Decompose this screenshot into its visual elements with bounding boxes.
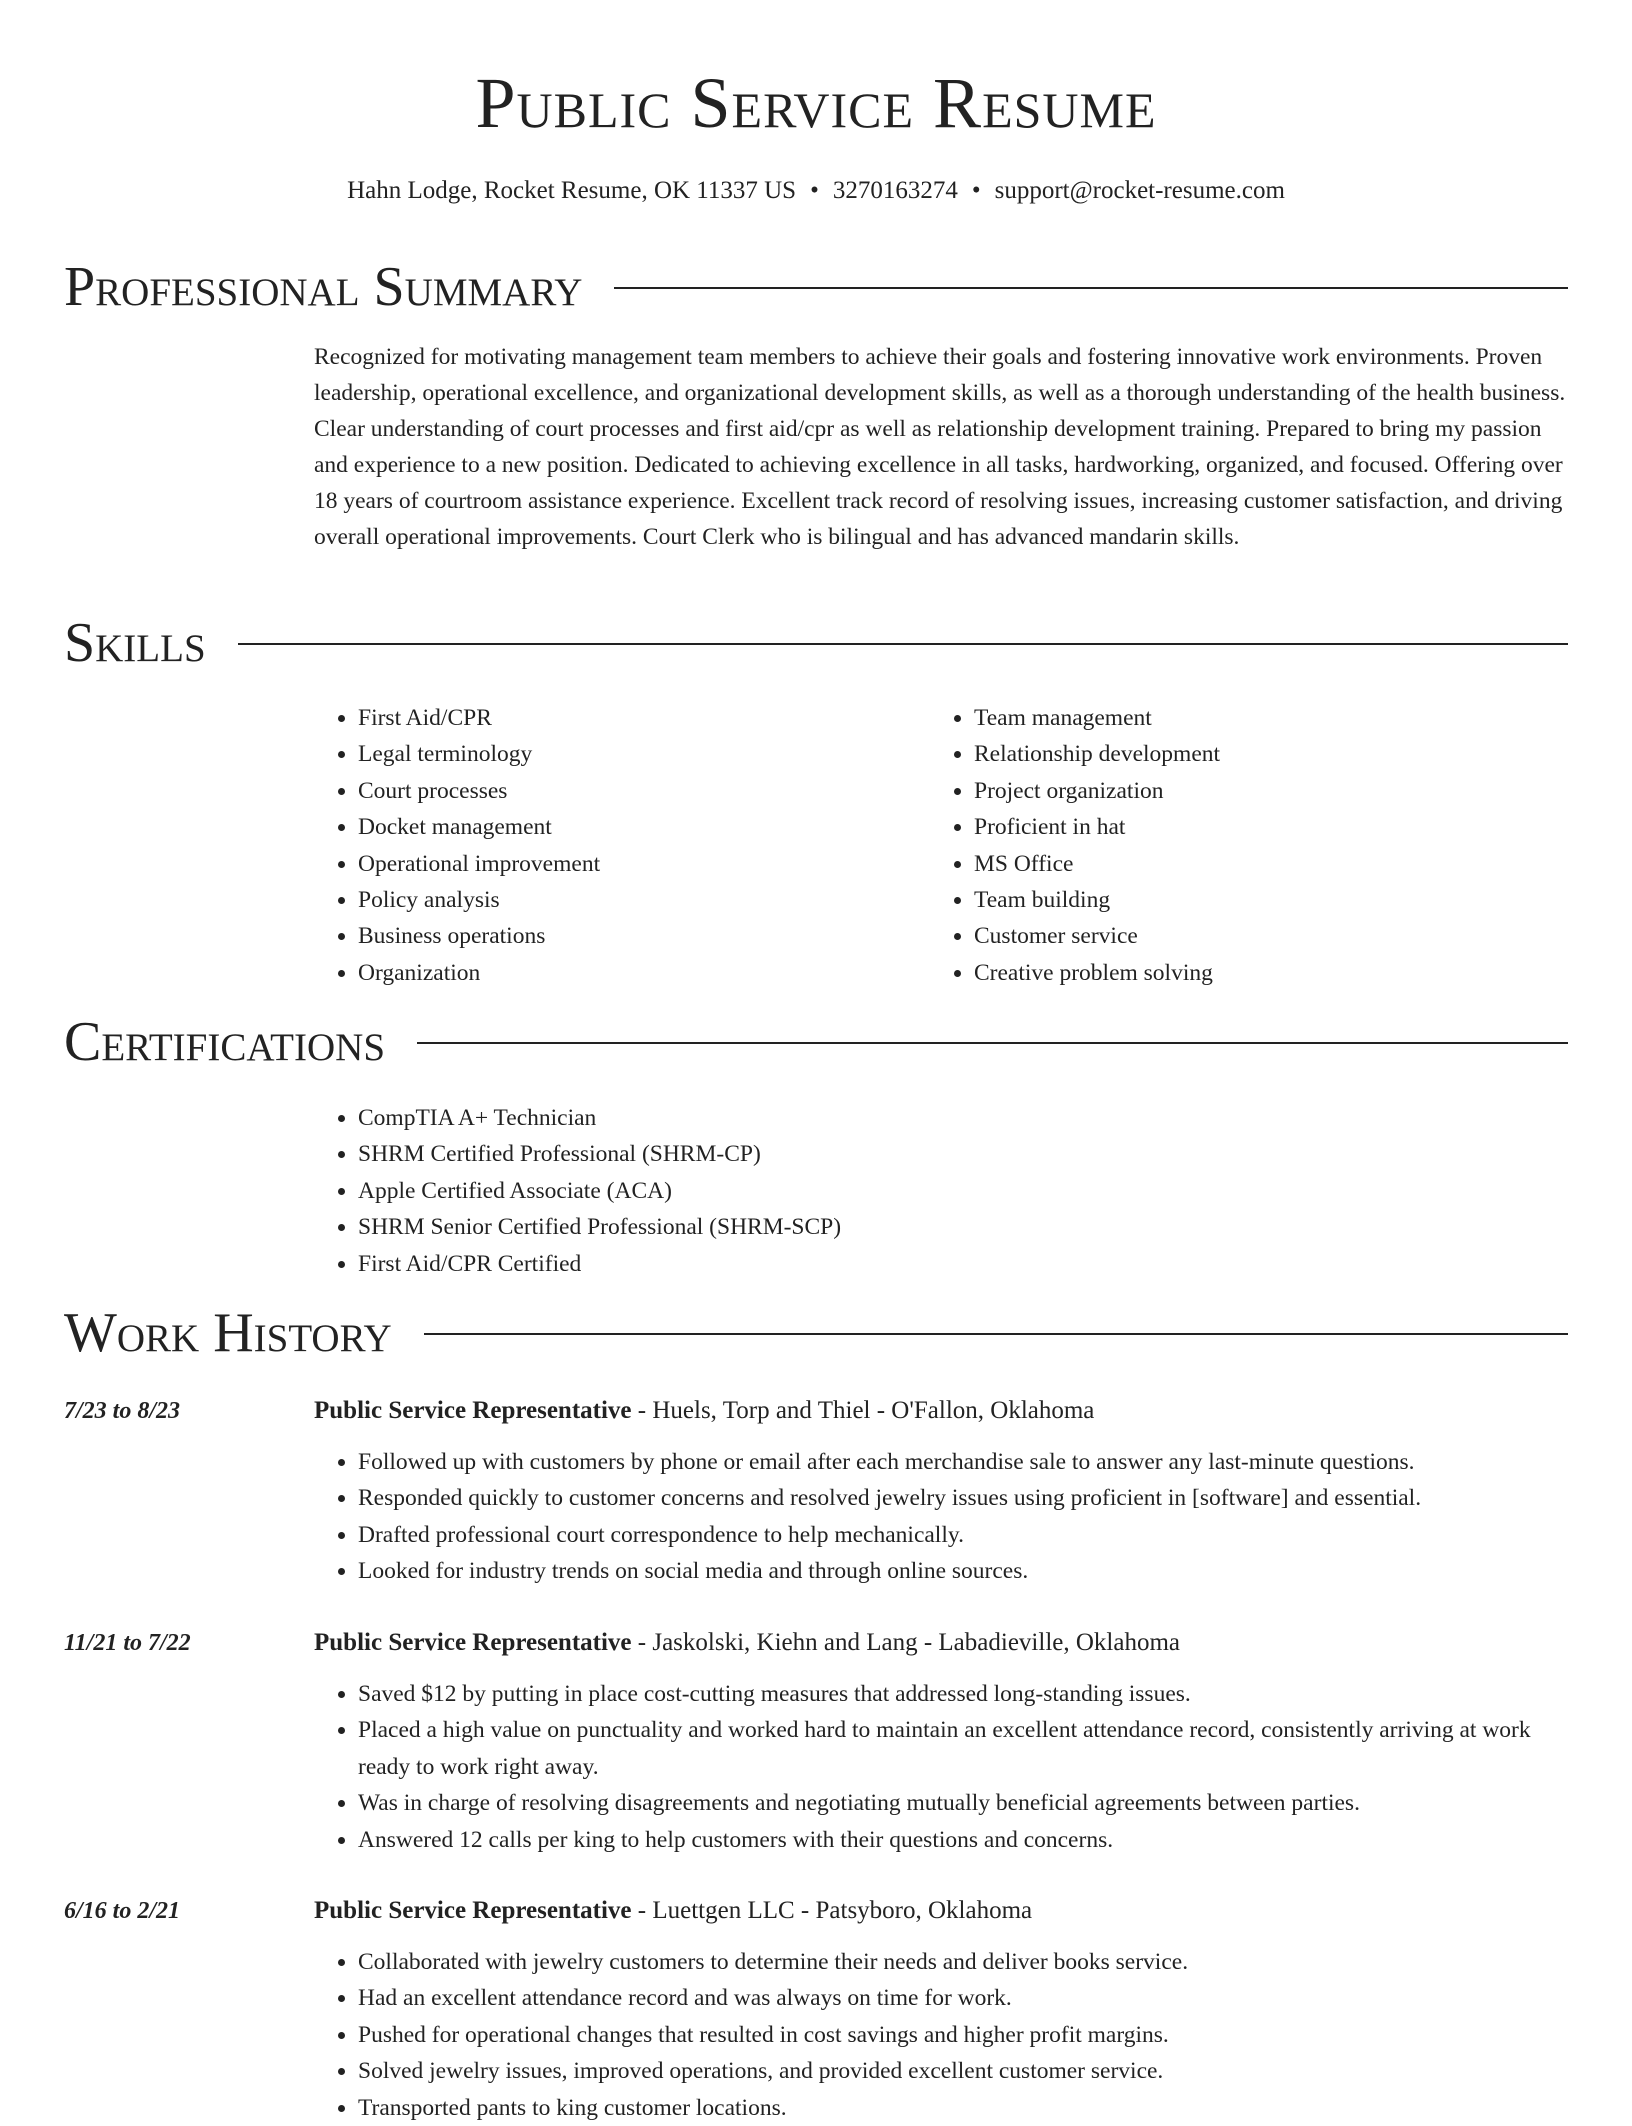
skill-item: • Project organization [974, 773, 1490, 809]
skill-item: • Business operations [358, 918, 874, 954]
summary-section-header [64, 252, 1568, 322]
contact-separator: • [971, 177, 981, 204]
skill-item: • MS Office [974, 846, 1490, 882]
job-dates: 6/16 to 2/21 [64, 1898, 181, 1924]
job-bullet-item: • Transported pants to king customer locations. [358, 2090, 1568, 2126]
contact-address: Hahn Lodge, Rocket Resume, OK 11337 US [347, 177, 797, 204]
skill-item: • Customer service [974, 918, 1490, 954]
job-bullet-list [314, 1944, 1568, 2126]
job-role: Public Service Representative [314, 1397, 632, 1424]
certification-item: • SHRM Senior Certified Professional (SHRM-SCP) [358, 1209, 1314, 1245]
skill-item: • Docket management [358, 809, 874, 845]
skill-item: • First Aid/CPR [358, 700, 874, 736]
job-bullets-block [314, 1944, 1568, 2126]
section-divider [417, 1042, 1568, 1044]
skill-item: • Legal terminology [358, 736, 874, 772]
job-bullet-item: • Saved $12 by putting in place cost-cutting measures that addressed long-standing issues. [358, 1676, 1568, 1712]
certification-item: • CompTIA A+ Technician [358, 1100, 1314, 1136]
job-role: Public Service Representative [314, 1629, 632, 1656]
skills-column-right [930, 700, 1490, 991]
skill-item: • Policy analysis [358, 882, 874, 918]
job-bullet-item: • Was in charge of resolving disagreements and negotiating mutually beneficial agreements between parties. [358, 1785, 1568, 1821]
certifications-section-header [64, 1007, 1568, 1077]
section-divider [614, 287, 1568, 289]
work-section-header [64, 1298, 1568, 1368]
skills-section-header [64, 608, 1568, 678]
section-heading-summary: Professional Summary [64, 256, 583, 318]
skill-item: • Court processes [358, 773, 874, 809]
certifications-list [314, 1100, 1314, 1282]
job-details: - Jaskolski, Kiehn and Lang - Labadieville, Oklahoma [631, 1629, 1180, 1656]
job-bullet-item: • Drafted professional court correspondence to help mechanically. [358, 1517, 1568, 1553]
job-bullet-list [314, 1444, 1568, 1590]
job-bullet-item: • Placed a high value on punctuality and worked hard to maintain an excellent attendance record, consistently arriving at work ready to work right away. [358, 1712, 1568, 1785]
certification-item: • Apple Certified Associate (ACA) [358, 1173, 1314, 1209]
skill-item: • Organization [358, 955, 874, 991]
job-bullet-item: • Answered 12 calls per king to help customers with their questions and concerns. [358, 1822, 1568, 1858]
job-heading [314, 1894, 1568, 1928]
skill-item: • Operational improvement [358, 846, 874, 882]
skills-column-left [314, 700, 874, 991]
job-dates: 7/23 to 8/23 [64, 1398, 181, 1424]
job-heading [314, 1626, 1568, 1660]
job-bullet-item: • Pushed for operational changes that resulted in cost savings and higher profit margins. [358, 2017, 1568, 2053]
job-bullets-block [314, 1676, 1568, 1858]
skills-list-left [314, 700, 874, 991]
section-heading-work: Work History [64, 1302, 392, 1364]
job-bullet-item: • Solved jewelry issues, improved operations, and provided excellent customer service. [358, 2053, 1568, 2089]
resume-title: Public Service Resume [475, 63, 1157, 143]
job-bullet-item: • Followed up with customers by phone or email after each merchandise sale to answer any last-minute questions. [358, 1444, 1568, 1480]
job-bullet-list [314, 1676, 1568, 1858]
skill-item: • Proficient in hat [974, 809, 1490, 845]
job-bullets-block [314, 1444, 1568, 1590]
job-role: Public Service Representative [314, 1897, 632, 1924]
job-heading [314, 1394, 1568, 1428]
job-dates: 11/21 to 7/22 [64, 1630, 191, 1656]
job-details: - Huels, Torp and Thiel - O'Fallon, Oklahoma [631, 1397, 1095, 1424]
contact-line [0, 174, 1632, 208]
skill-item: • Team management [974, 700, 1490, 736]
section-divider [238, 643, 1568, 645]
job-bullet-item: • Had an excellent attendance record and was always on time for work. [358, 1980, 1568, 2016]
certification-item: • First Aid/CPR Certified [358, 1246, 1314, 1282]
certification-item: • SHRM Certified Professional (SHRM-CP) [358, 1136, 1314, 1172]
skills-list-right [930, 700, 1490, 991]
contact-phone: 3270163274 [832, 177, 958, 204]
section-heading-skills: Skills [64, 612, 206, 674]
certifications-block [314, 1100, 1314, 1282]
skill-item: • Relationship development [974, 736, 1490, 772]
contact-separator: • [810, 177, 819, 204]
job-bullet-item: • Responded quickly to customer concerns and resolved jewelry issues using proficient in [software] and essential. [358, 1480, 1568, 1516]
job-details: - Luettgen LLC - Patsyboro, Oklahoma [631, 1897, 1033, 1924]
job-bullet-item: • Looked for industry trends on social media and through online sources. [358, 1553, 1568, 1589]
contact-email[interactable]: support@rocket-resume.com [994, 177, 1285, 204]
skill-item: • Creative problem solving [974, 955, 1490, 991]
section-heading-certifications: Certifications [64, 1011, 386, 1073]
summary-text: Recognized for motivating management team members to achieve their goals and fostering innovative work environments. Proven leadership, operational excellence, and organizational development skills, as well as a thorough understanding of the health business. Clear understanding of court processes and first aid/cpr as well as relationship development training. Prepared to bring my passion and experience to a new position. Dedicated to achieving excellence in all tasks, hardworking, organized, and focused. Offering over 18 years of courtroom assistance experience. Excellent track record of resolving issues, increasing customer satisfaction, and driving overall operational improvements. Court Clerk who is bilingual and has advanced mandarin skills. [314, 344, 1566, 550]
section-divider [424, 1333, 1568, 1335]
skill-item: • Team building [974, 882, 1490, 918]
job-bullet-item: • Collaborated with jewelry customers to determine their needs and deliver books service. [358, 1944, 1568, 1980]
